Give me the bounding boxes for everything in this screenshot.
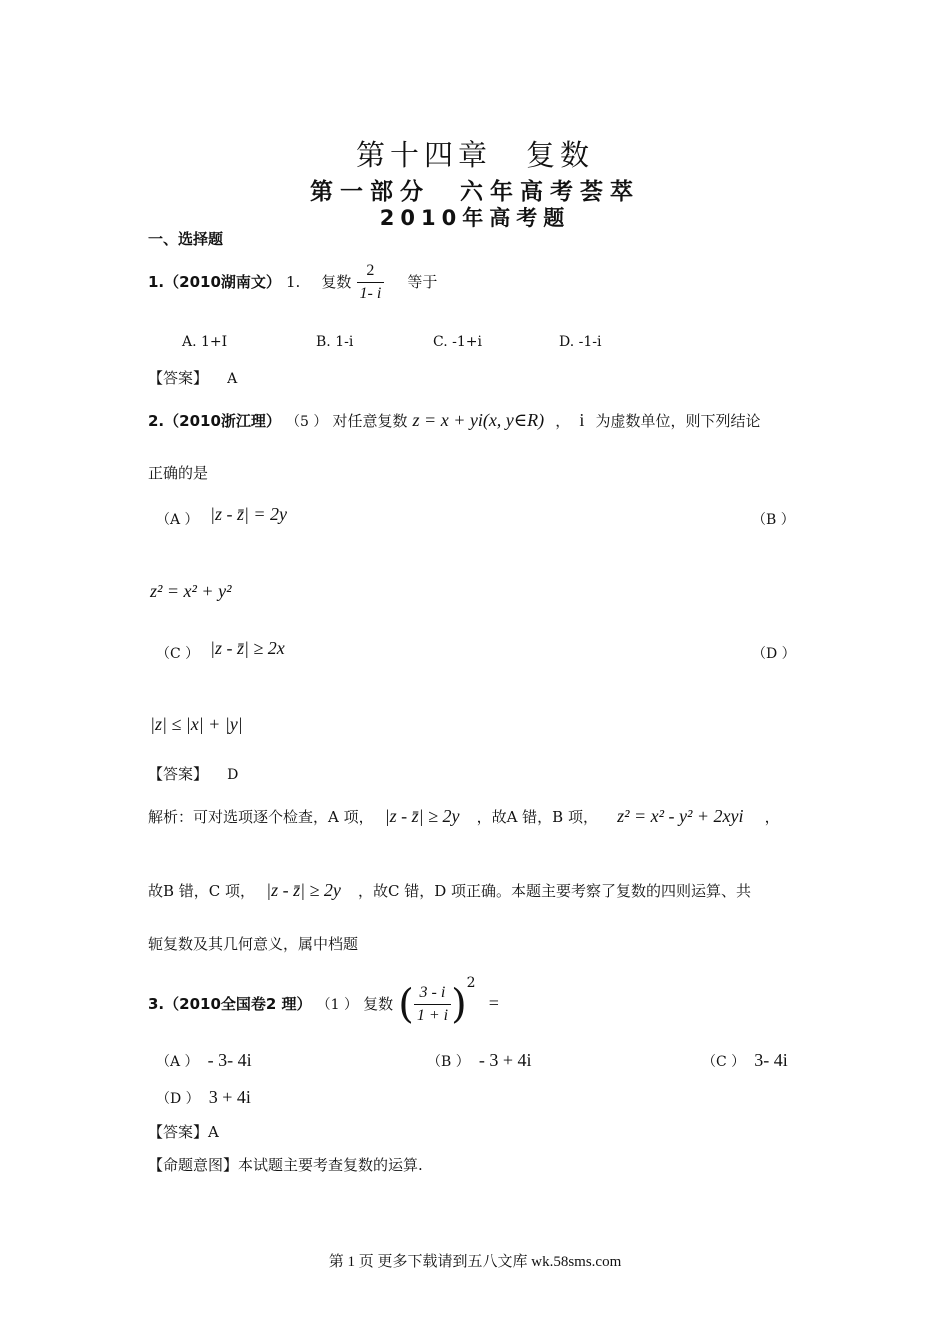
q3-option-a <box>156 1050 252 1071</box>
q3-frac-den: 1 + i <box>416 1007 449 1024</box>
page-footer: 第 1 页 更多下载请到五八文库 wk.58sms.com <box>328 1254 622 1270</box>
q1-fraction <box>357 260 385 305</box>
q2-text-a: 对任意复数 <box>332 412 408 430</box>
q3-option-c-value: 3- 4i <box>754 1050 788 1070</box>
q2-option-b-label: （B ） <box>752 512 795 528</box>
q1-option-d: D. -1-i <box>559 334 602 350</box>
q3-option-a-value: - 3- 4i <box>207 1050 252 1070</box>
part-title: 第一部分 六年高考荟萃 <box>310 179 640 205</box>
question-3 <box>148 975 499 1028</box>
q1-option-b: B. 1-i <box>316 334 354 350</box>
q2-answer-label: 【答案】 <box>148 765 209 783</box>
q2-text-d: 正确的是 <box>148 464 209 482</box>
q2-text-b: ， <box>555 412 571 430</box>
q2-expr: z = x + yi(x, y∈R) <box>412 410 545 430</box>
q3-option-d-label: （D ） <box>156 1091 200 1107</box>
q3-option-b-value: - 3 + 4i <box>478 1050 532 1070</box>
q1-answer-value: A <box>227 371 238 387</box>
q2-option-d-expr: |z| ≤ |x| + |y| <box>150 714 243 734</box>
q3-option-b-label: （B ） <box>427 1054 470 1070</box>
question-2 <box>148 410 760 431</box>
q2-analysis-2expr: |z - z̄| ≥ 2y <box>266 880 341 900</box>
q1-answer-label: 【答案】 <box>148 369 209 387</box>
q2-analysis-1expr: |z - z̄| ≥ 2y <box>384 806 460 826</box>
q2-option-d-label: （D ） <box>752 646 796 662</box>
q3-option-d-value: 3 + 4i <box>208 1087 251 1107</box>
q1-answer <box>148 367 237 388</box>
q2-i-symbol: i <box>579 410 585 430</box>
q2-option-c-expr: |z - z̄| ≥ 2x <box>210 638 285 658</box>
q3-equals: = <box>488 993 499 1013</box>
year-title: 2010年高考题 <box>379 206 571 230</box>
q2-analysis-1b: ，故A 错，B 项， <box>476 808 598 826</box>
q3-option-a-label: （A ） <box>156 1054 199 1070</box>
q3-exponent: 2 <box>466 975 476 991</box>
q3-option-d <box>156 1087 251 1108</box>
q2-label: 2.（2010浙江理） <box>148 412 281 430</box>
q1-text-a: 复数 <box>321 273 352 291</box>
section-heading: 一、选择题 <box>148 230 224 248</box>
question-1 <box>148 260 437 305</box>
q3-frac-num: 3 - i <box>414 982 451 1005</box>
q3-answer: 【答案】A <box>148 1123 219 1141</box>
q2-analysis-line-1 <box>148 806 780 827</box>
q3-num: （1 ） <box>316 997 358 1013</box>
q2-option-c-label: （C ） <box>156 646 200 662</box>
q1-option-c: C. -1+i <box>433 334 482 350</box>
q1-frac-den: 1- i <box>359 285 382 302</box>
q3-label: 3.（2010全国卷2 理） <box>148 995 312 1013</box>
q2-analysis-1a: 解析：可对选项逐个检查，A 项， <box>148 808 374 826</box>
q1-label: 1.（2010湖南文） <box>148 273 281 291</box>
q2-analysis-1expr2: z² = x² - y² + 2xyi <box>617 806 744 826</box>
q3-option-c <box>702 1050 788 1071</box>
q1-num: 1. <box>285 273 301 291</box>
q2-analysis-line-2 <box>148 880 751 901</box>
q3-option-c-label: （C ） <box>702 1054 746 1070</box>
q2-answer-value: D <box>227 767 239 783</box>
q1-text-b: 等于 <box>407 273 438 291</box>
q1-option-a: A. 1+I <box>182 334 228 350</box>
q3-right-paren: ) <box>451 981 467 1028</box>
q2-answer <box>148 763 238 784</box>
q3-text-a: 复数 <box>363 995 394 1013</box>
chapter-title: 第十四章 复数 <box>355 138 594 172</box>
q1-frac-num: 2 <box>357 260 385 283</box>
q2-analysis-2b: ，故C 错，D 项正确。本题主要考察了复数的四则运算、共 <box>358 882 752 900</box>
q2-option-a-expr: |z - z̄| = 2y <box>210 504 288 524</box>
q3-option-b <box>427 1050 532 1071</box>
q2-text-c: 为虚数单位，则下列结论 <box>595 412 761 430</box>
q2-analysis-line-3: 轭复数及其几何意义，属中档题 <box>148 935 359 953</box>
q2-analysis-2a: 故B 错，C 项， <box>148 882 256 900</box>
q3-intent: 【命题意图】本试题主要考查复数的运算. <box>148 1156 423 1174</box>
q3-left-paren: ( <box>398 981 414 1028</box>
q3-fraction <box>414 982 451 1027</box>
q2-analysis-1c: ， <box>764 808 780 826</box>
q2-num: （5 ） <box>285 414 328 430</box>
q2-option-a-label: （A ） <box>156 512 199 528</box>
q2-option-b-expr: z² = x² + y² <box>150 581 232 601</box>
